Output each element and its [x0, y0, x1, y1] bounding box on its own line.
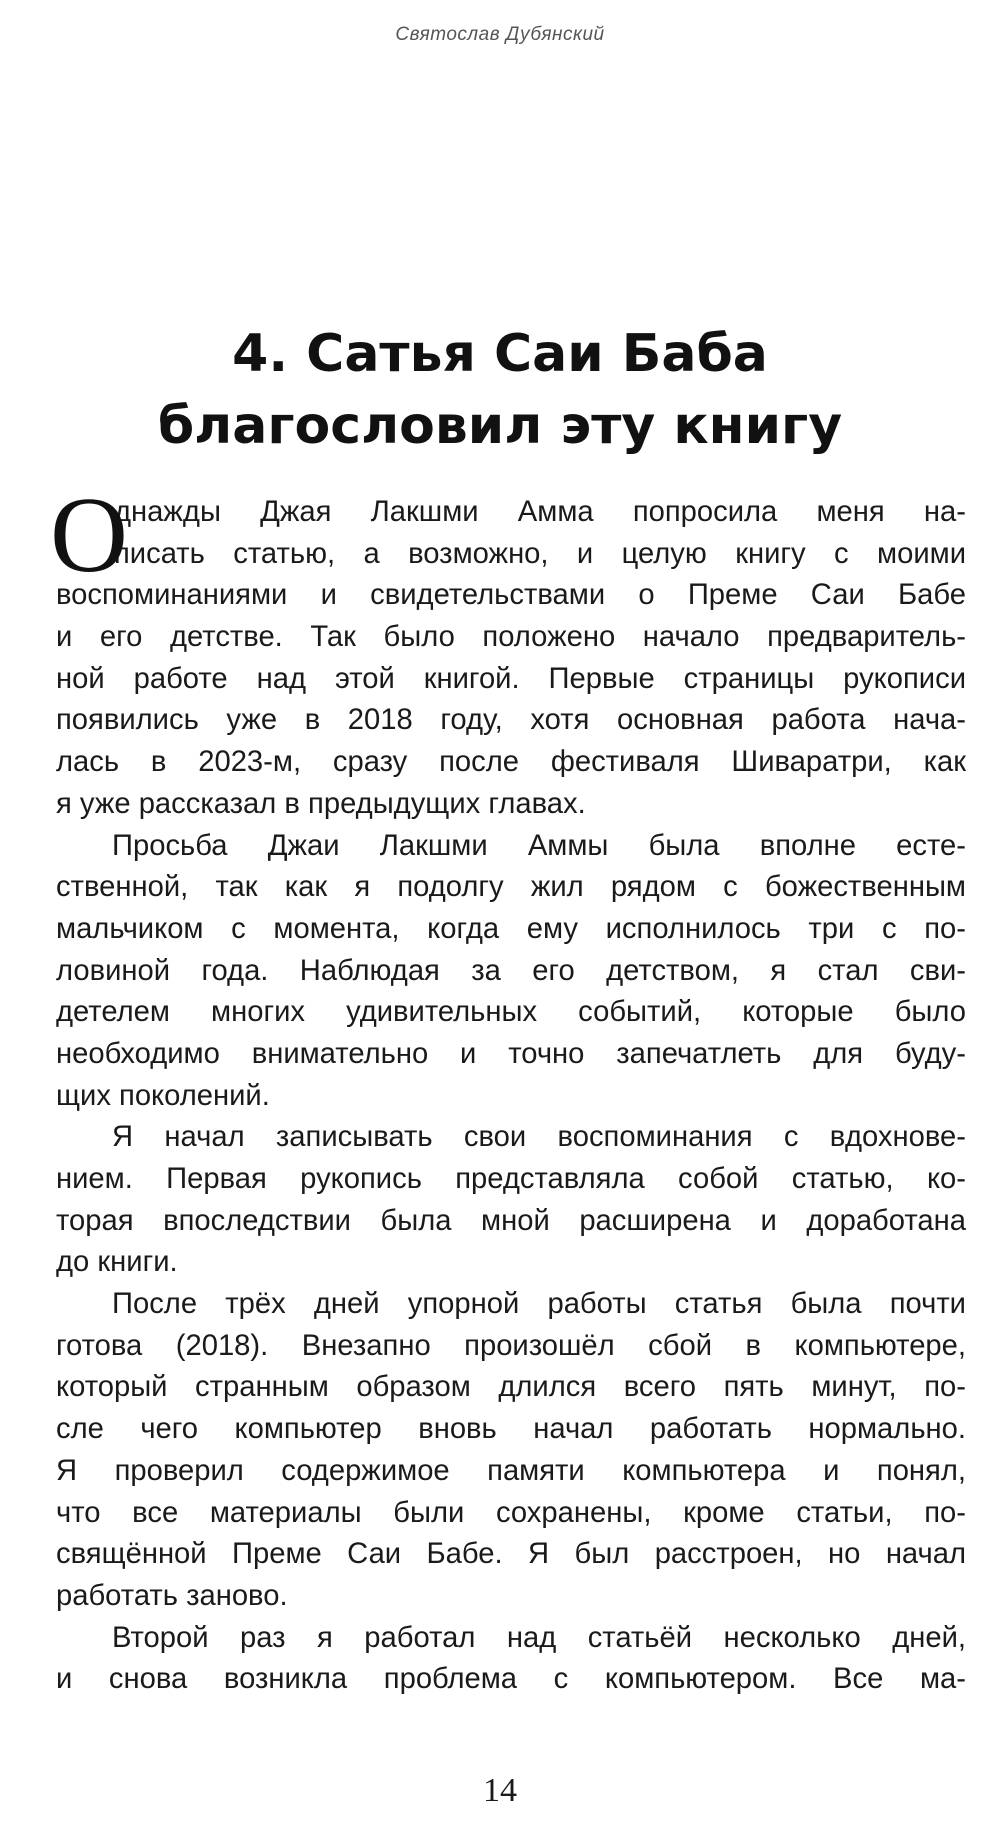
chapter-title: [60, 318, 940, 462]
drop-cap: О: [50, 476, 128, 595]
text-line: свящённой Преме Саи Бабе. Я был расстроен, но начал: [56, 1538, 966, 1571]
text-line: до книги.: [56, 1246, 178, 1279]
text-line: щих поколений.: [56, 1079, 270, 1112]
text-line: днажды Джая Лакшми Амма попросила меня на-: [114, 496, 966, 528]
text-line: лась в 2023-м, сразу после фестиваля Шиваратри, как: [56, 746, 966, 779]
text-line: который странным образом длился всего пять минут, по-: [56, 1371, 966, 1404]
text-line: ственной, так как я подолгу жил рядом с божественным: [56, 871, 966, 904]
page-number: 14: [483, 1772, 517, 1809]
text-line: необходимо внимательно и точно запечатлеть для буду-: [56, 1037, 966, 1070]
text-line: работать заново.: [56, 1579, 288, 1612]
text-line: воспоминаниями и свидетельствами о Преме Саи Бабе: [56, 579, 966, 612]
text-line: сле чего компьютер вновь начал работать нормально.: [56, 1413, 966, 1446]
text-line: появились уже в 2018 году, хотя основная работа нача-: [56, 704, 966, 737]
text-line: нием. Первая рукопись представляла собой статью, ко-: [56, 1163, 966, 1195]
text-line: Я проверил содержимое памяти компьютера и понял,: [56, 1454, 966, 1487]
text-line: детелем многих удивительных событий, которые было: [56, 996, 966, 1029]
text-line: Просьба Джаи Лакшми Аммы была вполне есте-: [112, 829, 966, 862]
body-text: [50, 476, 966, 1701]
text-line: После трёх дней упорной работы статья была почти: [112, 1288, 966, 1321]
text-line: торая впоследствии была мной расширена и доработана: [56, 1204, 966, 1237]
text-line: я уже рассказал в предыдущих главах.: [56, 787, 586, 820]
text-line: ловиной года. Наблюдая за его детством, я стал сви-: [56, 954, 966, 987]
text-line: и снова возникла проблема с компьютером. Все ма-: [56, 1663, 966, 1696]
text-line: ной работе над этой книгой. Первые страницы рукописи: [56, 662, 966, 695]
chapter-title-line-1: 4. Сатья Саи Баба: [232, 324, 768, 384]
chapter-title-line-2: благословил эту книгу: [157, 396, 843, 456]
text-line: Я начал записывать свои воспоминания с вдохнове-: [112, 1121, 966, 1154]
text-line: что все материалы были сохранены, кроме статьи, по-: [56, 1496, 966, 1529]
text-line: и его детстве. Так было положено начало предваритель-: [56, 621, 966, 654]
text-line: мальчиком с момента, когда ему исполнилось три с по-: [56, 912, 966, 945]
text-line: писать статью, а возможно, и целую книгу с моими: [114, 537, 966, 570]
text-line: Второй раз я работал над статьёй несколько дней,: [112, 1621, 966, 1654]
text-line: готова (2018). Внезапно произошёл сбой в компьютере,: [56, 1329, 966, 1362]
running-head: Святослав Дубянский: [395, 24, 605, 45]
